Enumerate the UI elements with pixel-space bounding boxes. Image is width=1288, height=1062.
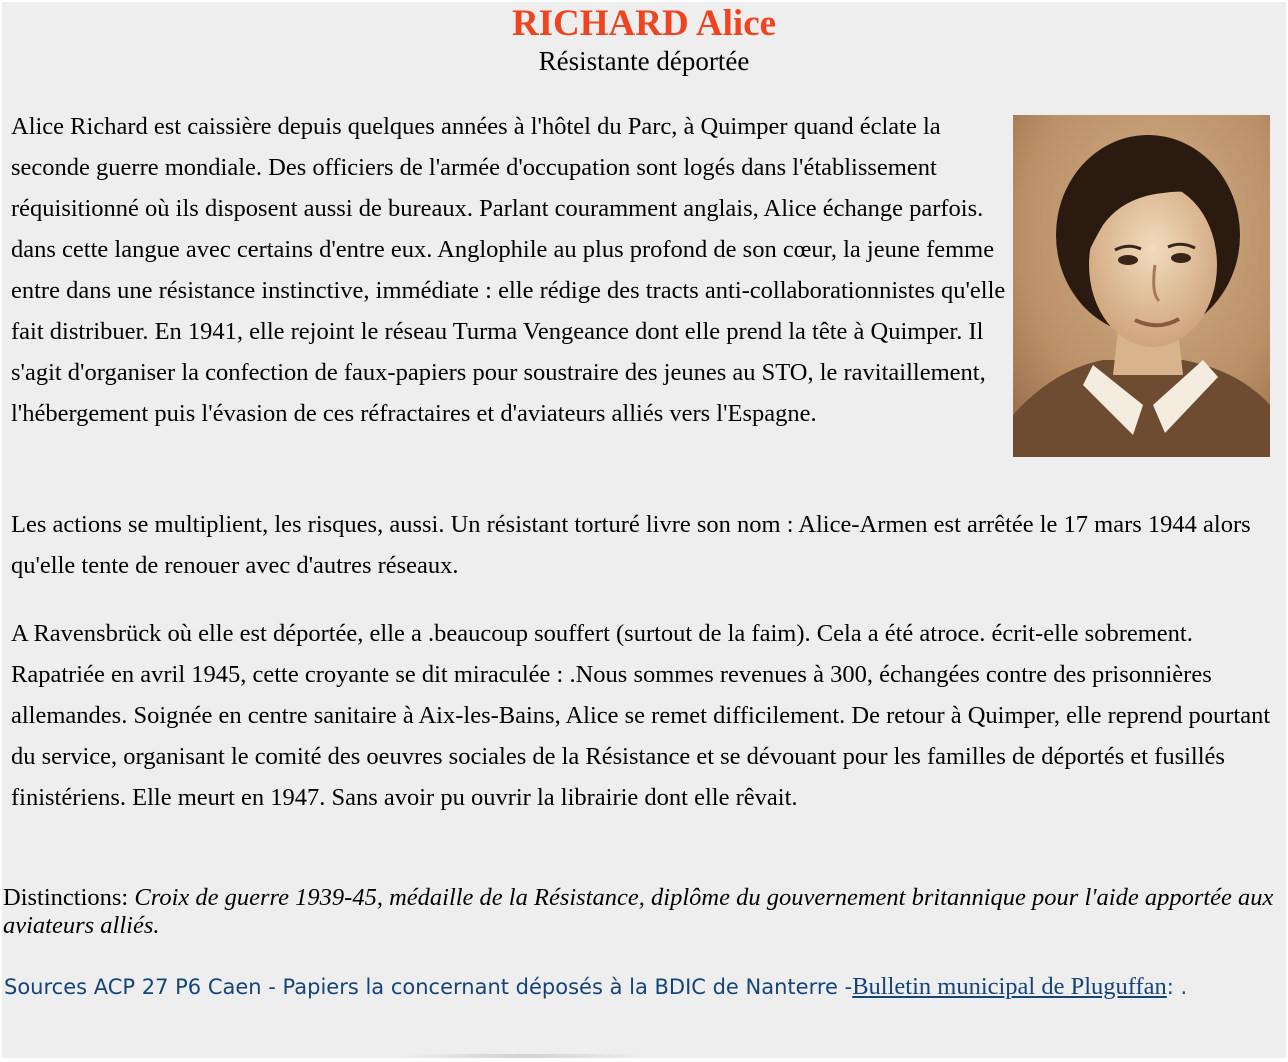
sources [4, 970, 1284, 1004]
page-title: RICHARD Alice [511, 3, 777, 44]
bulletin-link[interactable]: Bulletin municipal de Pluguffan [852, 973, 1167, 1000]
portrait-photo [1013, 115, 1270, 457]
page-container [2, 2, 1286, 1058]
page-subtitle: Résistante déportée [538, 46, 750, 76]
distinctions-label: Distinctions: [3, 884, 135, 911]
distinctions [3, 884, 1281, 940]
biography-paragraph-2: Les actions se multiplient, les risques, aussi. Un résistant torturé livre son nom : Alice-Armen est arrêtée le 17 mars 1944 alors qu'elle tente de renouer avec d'autres réseaux. [11, 511, 1251, 579]
biography-paragraph-1: Alice Richard est caissière depuis quelques années à l'hôtel du Parc, à Quimper quand éclate la seconde guerre mondiale. Des officiers de l'armée d'occupation sont logés dans l'établissement réquisitionné où ils disposent aussi de bureaux. Parlant couramment anglais, Alice échange parfois. dans cette langue avec certains d'entre eux. Anglophile au plus profond de son cœur, la jeune femme entre dans une résistance instinctive, immédiate : elle rédige des tracts anti-collaborationnistes qu'elle fait distribuer. En 1941, elle rejoint le réseau Turma Vengeance dont elle prend la tête à Quimper. Il s'agit d'organiser la confection de faux-papiers pour soustraire des jeunes au STO, le ravitaillement, l'hébergement puis l'évasion de ces réfractaires et d'aviateurs alliés vers l'Espagne. [11, 113, 1006, 427]
header [2, 2, 1286, 78]
portrait-image-icon [1013, 115, 1270, 457]
distinctions-value: Croix de guerre 1939-45, médaille de la Résistance, diplôme du gouvernement britannique pour l'aide apportée aux aviateurs alliés. [3, 884, 1274, 939]
sources-suffix: : . [1166, 975, 1188, 999]
biography-paragraph-3: A Ravensbrück où elle est déportée, elle a .beaucoup souffert (surtout de la faim). Cela a été atroce. écrit-elle sobrement. Rapatriée en avril 1945, cette croyante se dit miraculée : .Nous sommes revenues à 300, échangées contre des prisonnières allemandes. Soignée en centre sanitaire à Aix-les-Bains, Alice se remet difficilement. De retour à Quimper, elle reprend pourtant du service, organisant le comité des oeuvres sociales de la Résistance et se dévouant pour les familles de déportés et fusillés finistériens. Elle meurt en 1947. Sans avoir pu ouvrir la librairie dont elle rêvait. [11, 620, 1271, 811]
bottom-divider [402, 1054, 642, 1058]
sources-text: Sources ACP 27 P6 Caen - Papiers la concernant déposés à la BDIC de Nanterre - [4, 975, 853, 999]
